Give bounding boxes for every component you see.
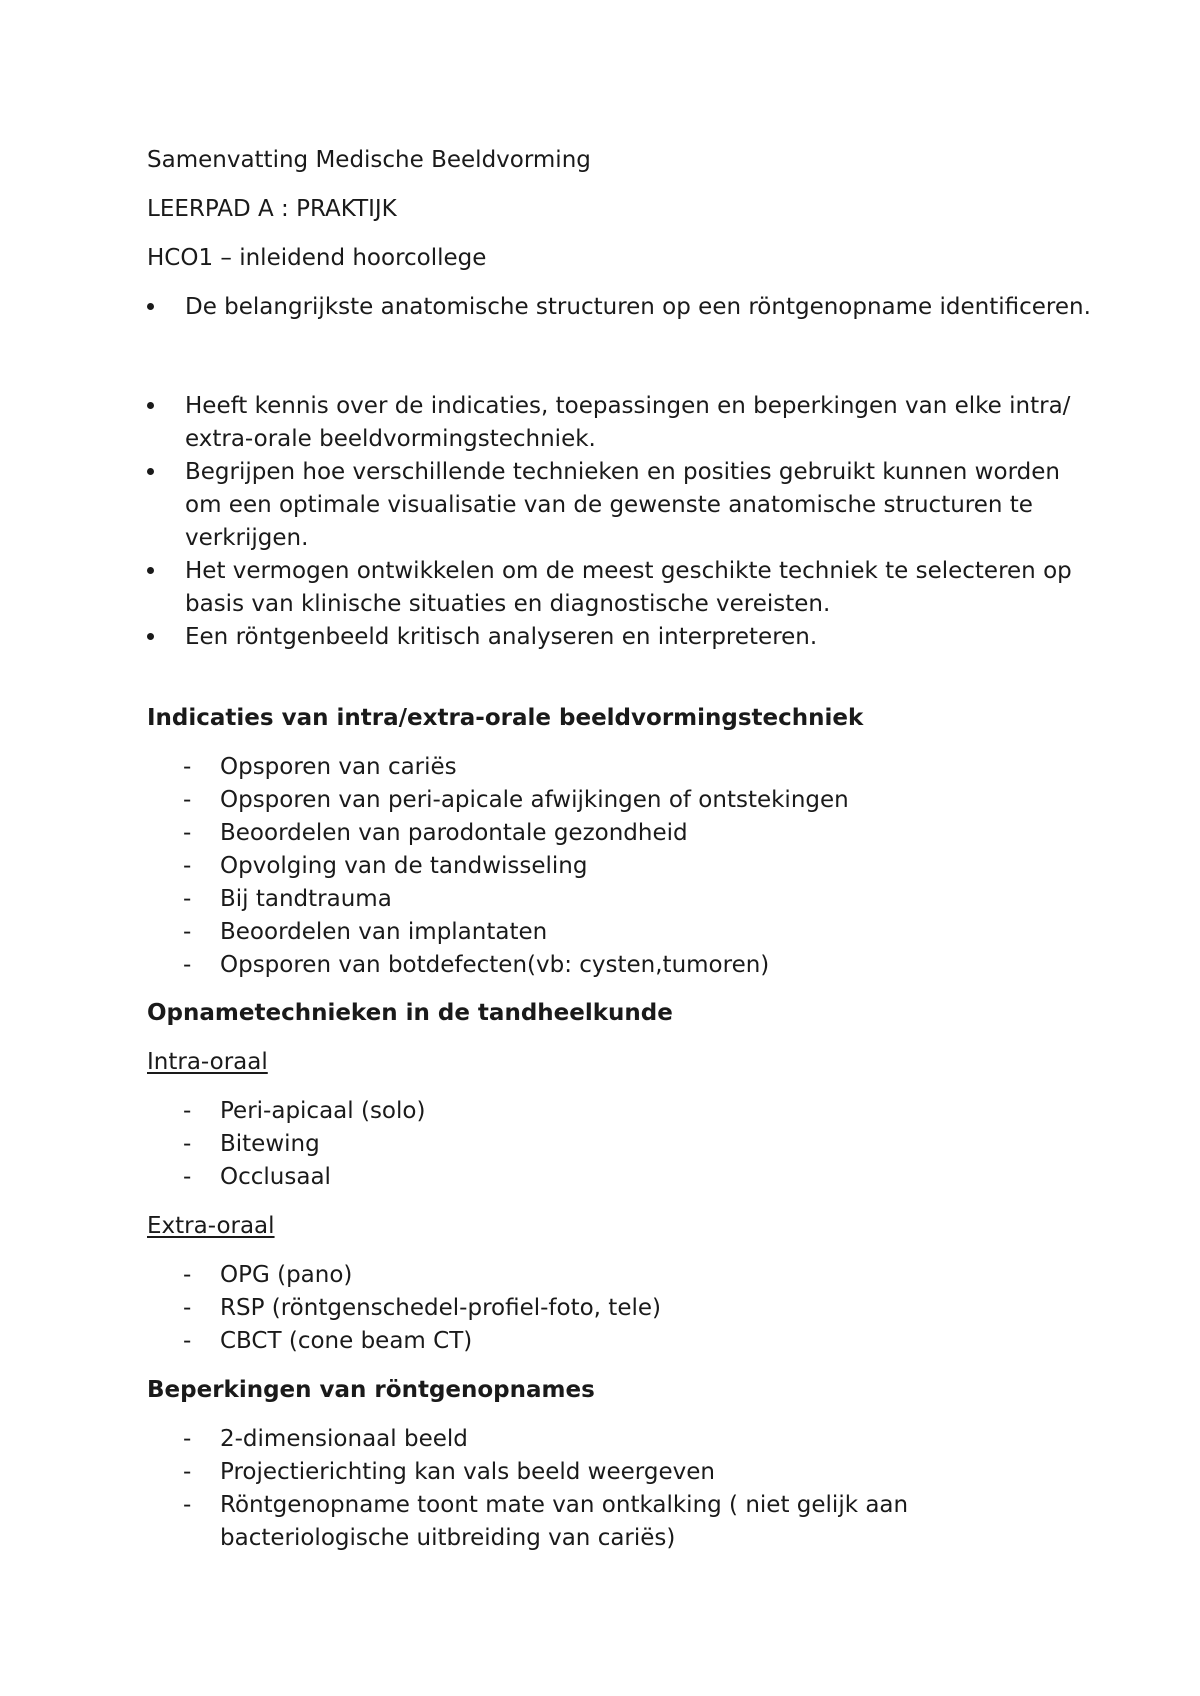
dash-marker: -	[183, 919, 192, 945]
dash-marker: -	[183, 1426, 192, 1452]
list-item	[183, 1489, 908, 1522]
list-item-text: Beoordelen van implantaten	[220, 919, 548, 945]
list-item	[183, 1292, 661, 1325]
list-item	[183, 916, 547, 949]
objective-item	[147, 621, 1097, 654]
list-item-text: OPG (pano)	[220, 1262, 353, 1288]
list-item-text: Röntgenopname toont mate van ontkalking ( niet gelijk aan	[220, 1492, 909, 1518]
list-item	[183, 1325, 472, 1358]
list-item	[183, 751, 457, 784]
objective-text: Een röntgenbeeld kritisch analyseren en interpreteren.	[185, 624, 818, 650]
bullet-icon	[147, 468, 154, 475]
objective-text: De belangrijkste anatomische structuren op een röntgenopname identificeren.	[185, 294, 1091, 320]
list-item-text: CBCT (cone beam CT)	[220, 1328, 473, 1354]
list-item-text: Peri-apicaal (solo)	[220, 1098, 426, 1124]
list-item	[183, 784, 849, 817]
dash-marker: -	[183, 853, 192, 879]
indications-heading: Indicaties van intra/extra-orale beeldvormingstechniek	[147, 705, 864, 731]
list-item-text: Projectierichting kan vals beeld weergeven	[220, 1459, 715, 1485]
intra-oral-label: Intra-oraal	[147, 1049, 268, 1075]
list-item	[183, 1161, 331, 1194]
dash-marker: -	[183, 754, 192, 780]
list-item-text: 2-dimensionaal beeld	[220, 1426, 468, 1452]
dash-marker: -	[183, 952, 192, 978]
dash-marker: -	[183, 1131, 192, 1157]
dash-marker: -	[183, 1492, 192, 1518]
bullet-icon	[147, 402, 154, 409]
bullet-icon	[147, 633, 154, 640]
list-item	[183, 1128, 320, 1161]
bullet-icon	[147, 567, 154, 574]
list-item-continuation: bacteriologische uitbreiding van cariës)	[220, 1525, 676, 1551]
dash-marker: -	[183, 1098, 192, 1124]
techniques-heading: Opnametechnieken in de tandheelkunde	[147, 1000, 673, 1026]
objective-item	[147, 456, 1097, 555]
dash-marker: -	[183, 1295, 192, 1321]
list-item	[183, 1456, 715, 1489]
dash-marker: -	[183, 1328, 192, 1354]
list-item-text: Opsporen van botdefecten(vb: cysten,tumoren)	[220, 952, 770, 978]
dash-marker: -	[183, 820, 192, 846]
objective-text: Het vermogen ontwikkelen om de meest geschikte techniek te selecteren op basis van klinische situaties en diagnostische vereisten.	[185, 558, 1072, 617]
dash-marker: -	[183, 1164, 192, 1190]
dash-marker: -	[183, 1262, 192, 1288]
list-item-text: Opsporen van cariës	[220, 754, 457, 780]
list-item-text: Bitewing	[220, 1131, 320, 1157]
dash-marker: -	[183, 787, 192, 813]
list-item	[183, 850, 587, 883]
limitations-heading: Beperkingen van röntgenopnames	[147, 1377, 595, 1403]
lecture-title: HCO1 – inleidend hoorcollege	[147, 245, 487, 271]
objective-item	[147, 390, 1097, 456]
extra-oral-label: Extra-oraal	[147, 1213, 275, 1239]
objective-text: Heeft kennis over de indicaties, toepassingen en beperkingen van elke intra/ extra-orale beeldvormingstechniek.	[185, 393, 1071, 452]
list-item	[183, 949, 769, 982]
dash-marker: -	[183, 886, 192, 912]
list-item-text: Beoordelen van parodontale gezondheid	[220, 820, 688, 846]
list-item	[183, 817, 688, 850]
objective-text: Begrijpen hoe verschillende technieken en posities gebruikt kunnen worden om een optimale visualisatie van de gewenste anatomische structuren te verkrijgen.	[185, 459, 1060, 551]
list-item	[183, 1259, 352, 1292]
list-item	[183, 1095, 425, 1128]
objective-item	[147, 291, 1097, 324]
subtitle: LEERPAD A : PRAKTIJK	[147, 196, 397, 222]
document-title: Samenvatting Medische Beeldvorming	[147, 147, 591, 173]
list-item-text: Occlusaal	[220, 1164, 331, 1190]
list-item-text: Bij tandtrauma	[220, 886, 392, 912]
list-item-text: RSP (röntgenschedel-profiel-foto, tele)	[220, 1295, 661, 1321]
dash-marker: -	[183, 1459, 192, 1485]
bullet-icon	[147, 303, 154, 310]
list-item-text: Opsporen van peri-apicale afwijkingen of ontstekingen	[220, 787, 849, 813]
list-item	[183, 883, 392, 916]
list-item-text: Opvolging van de tandwisseling	[220, 853, 588, 879]
objective-item	[147, 555, 1097, 621]
list-item	[183, 1423, 468, 1456]
